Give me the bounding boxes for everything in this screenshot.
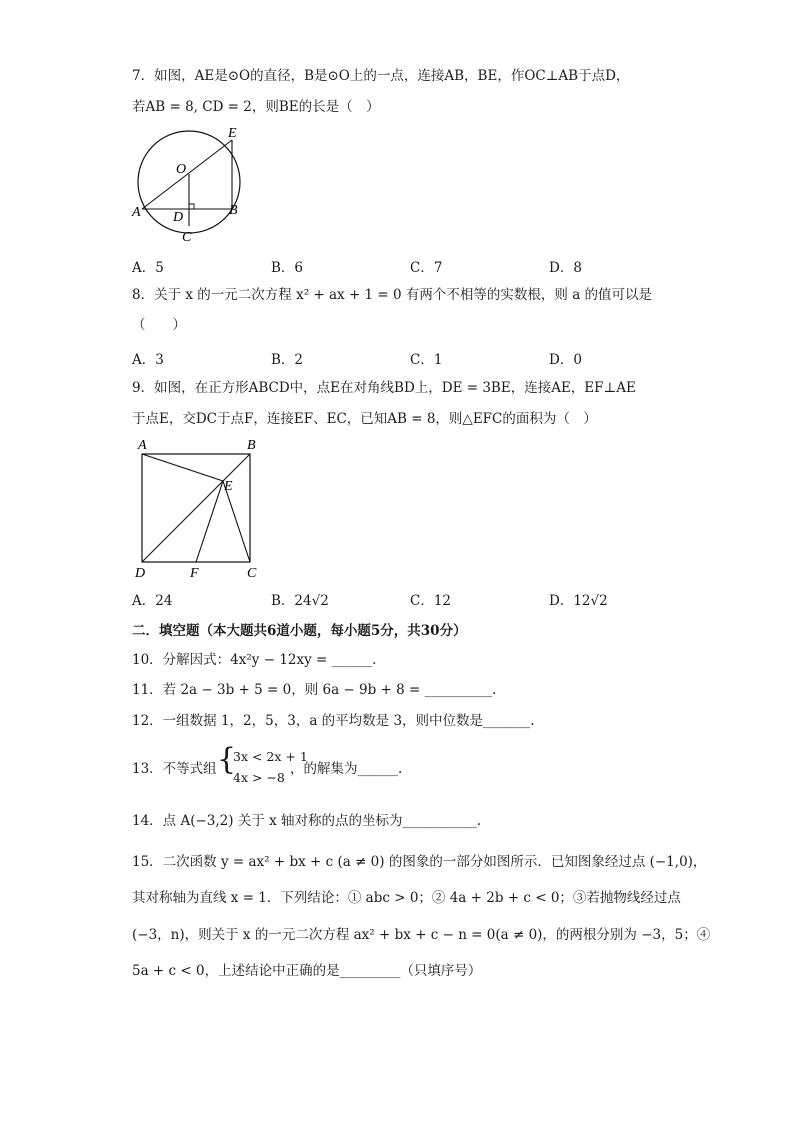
q8-line2: （ ） bbox=[132, 317, 186, 333]
label-e: E bbox=[228, 126, 237, 141]
label-d: D bbox=[173, 210, 184, 225]
q15-line1: 15．二次函数 y = ax² + bx + c (a ≠ 0) 的图象的一部分如图所示．已知图象经过点 (−1,0)， bbox=[132, 854, 707, 870]
label-d: D bbox=[135, 566, 146, 581]
q9-option-b[interactable]: B．24√2 bbox=[271, 593, 329, 609]
section-2-title: 二．填空题（本大题共6道小题，每小题5分，共30分） bbox=[132, 623, 467, 639]
q7-circle-figure bbox=[128, 124, 253, 249]
q8-line1: 8．关于 x 的一元二次方程 x² + ax + 1 = 0 有两个不相等的实数根，则 a 的值可以是 bbox=[132, 287, 653, 303]
q13-eq1: 3x < 2x + 1 bbox=[233, 749, 308, 764]
q9-line2: 于点E，交DC于点F，连接EF、EC，已知AB = 8，则△EFC的面积为（ ） bbox=[132, 411, 597, 427]
q14-text: 14．点 A(−3,2) 关于 x 轴对称的点的坐标为___________. bbox=[132, 813, 482, 829]
q9-option-d[interactable]: D．12√2 bbox=[549, 593, 608, 609]
segment-ef bbox=[196, 481, 223, 562]
label-o: O bbox=[176, 162, 187, 177]
label-e: E bbox=[224, 479, 233, 494]
label-c: C bbox=[182, 230, 192, 245]
label-f: F bbox=[190, 566, 199, 581]
label-b: B bbox=[247, 438, 256, 453]
q15-line2: 其对称轴为直线 x = 1．下列结论：① abc > 0；② 4a + 2b + c < 0；③若抛物线经过点 bbox=[132, 890, 681, 906]
q8-option-b[interactable]: B．2 bbox=[271, 352, 304, 368]
q10-text: 10．分解因式：4x²y − 12xy = ______. bbox=[132, 652, 377, 668]
q12-text: 12．一组数据 1，2，5，3，a 的平均数是 3，则中位数是_______. bbox=[132, 713, 535, 729]
q9-square-figure bbox=[130, 434, 265, 582]
q11-text: 11．若 2a − 3b + 5 = 0，则 6a − 9b + 8 = __________. bbox=[132, 682, 497, 698]
diagonal-bd bbox=[142, 454, 250, 562]
q7-line2: 若AB = 8, CD = 2，则BE的长是（ ） bbox=[132, 99, 380, 115]
q13-brace: { bbox=[217, 742, 237, 777]
q13-prefix: 13．不等式组 bbox=[132, 761, 217, 777]
diameter-ae bbox=[142, 140, 232, 209]
q13-eq2: 4x > −8 bbox=[233, 770, 285, 785]
q7-option-b[interactable]: B．6 bbox=[271, 260, 304, 276]
q9-option-a[interactable]: A．24 bbox=[132, 593, 173, 609]
q13-suffix: ，的解集为______. bbox=[290, 761, 403, 777]
q9-line1: 9．如图，在正方形ABCD中，点E在对角线BD上，DE = 3BE，连接AE，EF⊥AE bbox=[132, 380, 636, 396]
segment-ae bbox=[142, 454, 223, 481]
q9-option-c[interactable]: C．12 bbox=[410, 593, 452, 609]
q8-option-c[interactable]: C．1 bbox=[410, 352, 443, 368]
q7-option-c[interactable]: C．7 bbox=[410, 260, 443, 276]
q7-option-a[interactable]: A．5 bbox=[132, 260, 164, 276]
label-a: A bbox=[132, 205, 141, 220]
q8-option-d[interactable]: D．0 bbox=[549, 352, 582, 368]
q15-line3: (−3，n)，则关于 x 的一元二次方程 ax² + bx + c − n = 0(a ≠ 0)，的两根分别为 −3，5；④ bbox=[132, 927, 711, 943]
label-c: C bbox=[247, 566, 257, 581]
q7-line1: 7．如图，AE是⊙O的直径，B是⊙O上的一点，连接AB，BE，作OC⊥AB于点D， bbox=[132, 68, 630, 84]
q7-option-d[interactable]: D．8 bbox=[549, 260, 582, 276]
label-a: A bbox=[138, 438, 147, 453]
q8-option-a[interactable]: A．3 bbox=[132, 352, 164, 368]
label-b: B bbox=[229, 203, 238, 218]
right-angle-mark bbox=[189, 204, 194, 209]
q15-line4: 5a + c < 0，上述结论中正确的是_________（只填序号） bbox=[132, 963, 482, 979]
